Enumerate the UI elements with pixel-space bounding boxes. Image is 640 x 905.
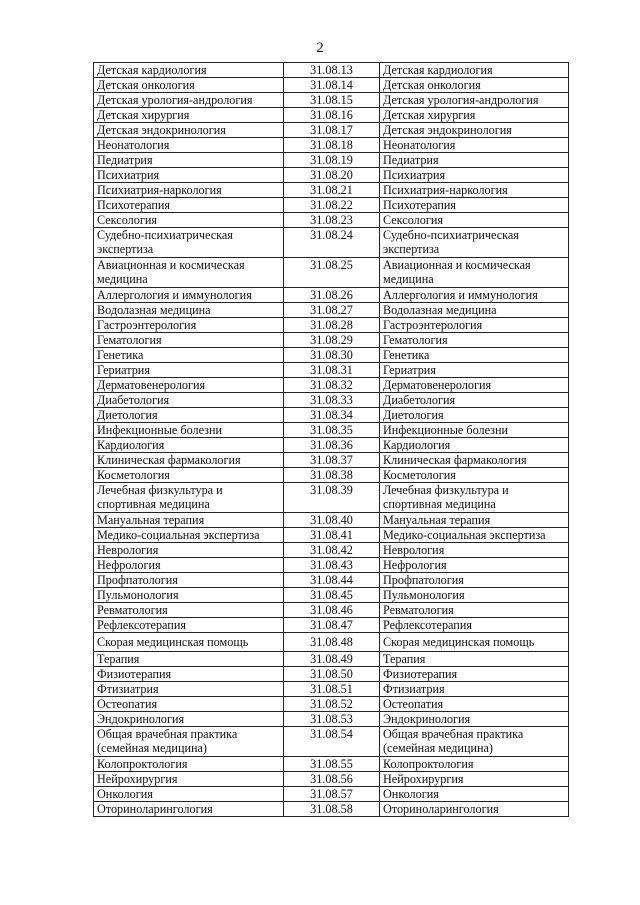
specialty-code-cell: 31.08.45 bbox=[284, 588, 380, 603]
specialty-name-cell: Гематология bbox=[94, 333, 284, 348]
specialty-name-cell: Детская онкология bbox=[94, 78, 284, 93]
specialty-code-cell: 31.08.38 bbox=[284, 468, 380, 483]
specialty-name-right-cell: Мануальная терапия bbox=[380, 513, 569, 528]
specialty-code-cell: 31.08.16 bbox=[284, 108, 380, 123]
specialty-name-cell: Пульмонология bbox=[94, 588, 284, 603]
specialty-name-cell: Терапия bbox=[94, 652, 284, 667]
specialty-code-cell: 31.08.14 bbox=[284, 78, 380, 93]
table-row bbox=[94, 667, 569, 682]
specialty-name-right-cell: Аллергология и иммунология bbox=[380, 288, 569, 303]
table-row bbox=[94, 787, 569, 802]
table-row bbox=[94, 378, 569, 393]
specialty-name-right-cell: Онкология bbox=[380, 787, 569, 802]
specialty-code-cell: 31.08.28 bbox=[284, 318, 380, 333]
specialty-code-cell: 31.08.15 bbox=[284, 93, 380, 108]
specialty-name-right-cell: Психотерапия bbox=[380, 198, 569, 213]
specialty-name-right-cell: Неонатология bbox=[380, 138, 569, 153]
specialty-name-right-cell: Пульмонология bbox=[380, 588, 569, 603]
specialty-code-cell: 31.08.56 bbox=[284, 772, 380, 787]
specialty-name-right-cell: Детская урология-андрология bbox=[380, 93, 569, 108]
specialty-name-cell: Клиническая фармакология bbox=[94, 453, 284, 468]
specialty-code-cell: 31.08.23 bbox=[284, 213, 380, 228]
table-row bbox=[94, 727, 569, 757]
table-row bbox=[94, 138, 569, 153]
specialty-code-cell: 31.08.32 bbox=[284, 378, 380, 393]
specialty-name-cell: Водолазная медицина bbox=[94, 303, 284, 318]
specialty-name-cell: Аллергология и иммунология bbox=[94, 288, 284, 303]
specialty-code-cell: 31.08.36 bbox=[284, 438, 380, 453]
table-row bbox=[94, 528, 569, 543]
page-number: 2 bbox=[316, 40, 324, 56]
specialty-name-right-cell: Психиатрия bbox=[380, 168, 569, 183]
specialty-code-cell: 31.08.31 bbox=[284, 363, 380, 378]
table-row bbox=[94, 393, 569, 408]
specialty-code-cell: 31.08.52 bbox=[284, 697, 380, 712]
table-row bbox=[94, 288, 569, 303]
specialty-code-cell: 31.08.51 bbox=[284, 682, 380, 697]
specialty-name-right-cell: Детская онкология bbox=[380, 78, 569, 93]
table-row bbox=[94, 543, 569, 558]
specialty-code-cell: 31.08.34 bbox=[284, 408, 380, 423]
specialty-name-cell: Ревматология bbox=[94, 603, 284, 618]
specialty-name-cell: Оториноларингология bbox=[94, 802, 284, 817]
specialty-code-cell: 31.08.17 bbox=[284, 123, 380, 138]
specialty-code-cell: 31.08.27 bbox=[284, 303, 380, 318]
specialty-name-right-cell: Инфекционные болезни bbox=[380, 423, 569, 438]
specialty-name-cell: Гастроэнтерология bbox=[94, 318, 284, 333]
specialty-name-cell: Остеопатия bbox=[94, 697, 284, 712]
specialty-name-right-cell: Терапия bbox=[380, 652, 569, 667]
table-row bbox=[94, 697, 569, 712]
table-row bbox=[94, 108, 569, 123]
specialty-name-cell: Психиатрия-наркология bbox=[94, 183, 284, 198]
table-row bbox=[94, 198, 569, 213]
specialty-name-right-cell: Физиотерапия bbox=[380, 667, 569, 682]
specialty-name-right-cell: Детская хирургия bbox=[380, 108, 569, 123]
table-row bbox=[94, 123, 569, 138]
specialty-code-cell: 31.08.22 bbox=[284, 198, 380, 213]
specialty-name-right-cell: Фтизиатрия bbox=[380, 682, 569, 697]
specialty-name-right-cell: Педиатрия bbox=[380, 153, 569, 168]
table-row bbox=[94, 78, 569, 93]
table-row bbox=[94, 483, 569, 513]
specialty-name-right-cell: Кардиология bbox=[380, 438, 569, 453]
specialty-name-right-cell: Косметология bbox=[380, 468, 569, 483]
specialty-name-right-cell: Неврология bbox=[380, 543, 569, 558]
specialty-name-right-cell: Колопроктология bbox=[380, 757, 569, 772]
table-row bbox=[94, 802, 569, 817]
specialty-code-cell: 31.08.54 bbox=[284, 727, 380, 757]
table-row bbox=[94, 168, 569, 183]
table-row bbox=[94, 318, 569, 333]
specialty-name-cell: Авиационная и космическая медицина bbox=[94, 258, 284, 288]
specialty-name-cell: Онкология bbox=[94, 787, 284, 802]
specialty-name-right-cell: Гериатрия bbox=[380, 363, 569, 378]
table-row bbox=[94, 408, 569, 423]
specialty-name-right-cell: Медико-социальная экспертиза bbox=[380, 528, 569, 543]
table-row bbox=[94, 213, 569, 228]
specialty-name-cell: Скорая медицинская помощь bbox=[94, 633, 284, 652]
specialty-name-right-cell: Скорая медицинская помощь bbox=[380, 633, 569, 652]
specialty-code-cell: 31.08.30 bbox=[284, 348, 380, 363]
specialty-code-cell: 31.08.25 bbox=[284, 258, 380, 288]
table-row bbox=[94, 153, 569, 168]
table-row bbox=[94, 682, 569, 697]
specialty-name-cell: Диетология bbox=[94, 408, 284, 423]
specialty-name-right-cell: Рефлексотерапия bbox=[380, 618, 569, 633]
specialty-name-cell: Дерматовенерология bbox=[94, 378, 284, 393]
specialty-name-right-cell: Генетика bbox=[380, 348, 569, 363]
specialty-name-right-cell: Клиническая фармакология bbox=[380, 453, 569, 468]
specialty-name-cell: Мануальная терапия bbox=[94, 513, 284, 528]
table-row bbox=[94, 228, 569, 258]
table-row bbox=[94, 618, 569, 633]
specialty-name-cell: Нейрохирургия bbox=[94, 772, 284, 787]
specialty-name-cell: Педиатрия bbox=[94, 153, 284, 168]
specialty-name-right-cell: Общая врачебная практика (семейная медицина) bbox=[380, 727, 569, 757]
table-row bbox=[94, 333, 569, 348]
table-row bbox=[94, 603, 569, 618]
specialty-name-right-cell: Детская эндокринология bbox=[380, 123, 569, 138]
specialty-code-cell: 31.08.44 bbox=[284, 573, 380, 588]
specialty-code-cell: 31.08.19 bbox=[284, 153, 380, 168]
specialty-name-cell: Детская урология-андрология bbox=[94, 93, 284, 108]
specialty-name-cell: Кардиология bbox=[94, 438, 284, 453]
specialty-name-cell: Нефрология bbox=[94, 558, 284, 573]
specialty-name-right-cell: Диетология bbox=[380, 408, 569, 423]
table-row bbox=[94, 652, 569, 667]
specialty-code-cell: 31.08.42 bbox=[284, 543, 380, 558]
specialty-name-cell: Детская эндокринология bbox=[94, 123, 284, 138]
table-row bbox=[94, 633, 569, 652]
specialty-code-cell: 31.08.40 bbox=[284, 513, 380, 528]
specialty-name-cell: Колопроктология bbox=[94, 757, 284, 772]
table-row bbox=[94, 348, 569, 363]
table-row bbox=[94, 573, 569, 588]
specialty-name-right-cell: Диабетология bbox=[380, 393, 569, 408]
specialty-name-cell: Эндокринология bbox=[94, 712, 284, 727]
specialty-name-cell: Неонатология bbox=[94, 138, 284, 153]
specialty-code-cell: 31.08.24 bbox=[284, 228, 380, 258]
specialty-name-right-cell: Сексология bbox=[380, 213, 569, 228]
table-row bbox=[94, 772, 569, 787]
specialty-code-cell: 31.08.55 bbox=[284, 757, 380, 772]
specialty-name-cell: Фтизиатрия bbox=[94, 682, 284, 697]
table-row bbox=[94, 363, 569, 378]
specialty-code-cell: 31.08.37 bbox=[284, 453, 380, 468]
table-row bbox=[94, 438, 569, 453]
specialty-name-right-cell: Профпатология bbox=[380, 573, 569, 588]
specialty-name-right-cell: Авиационная и космическая медицина bbox=[380, 258, 569, 288]
specialty-name-cell: Рефлексотерапия bbox=[94, 618, 284, 633]
specialty-name-right-cell: Судебно-психиатрическая экспертиза bbox=[380, 228, 569, 258]
table-row bbox=[94, 588, 569, 603]
specialty-name-right-cell: Остеопатия bbox=[380, 697, 569, 712]
specialty-name-cell: Психиатрия bbox=[94, 168, 284, 183]
table-row bbox=[94, 183, 569, 198]
table-row bbox=[94, 63, 569, 78]
specialty-name-right-cell: Лечебная физкультура и спортивная медицина bbox=[380, 483, 569, 513]
table-row bbox=[94, 712, 569, 727]
specialty-code-cell: 31.08.49 bbox=[284, 652, 380, 667]
table-row bbox=[94, 453, 569, 468]
specialty-code-cell: 31.08.48 bbox=[284, 633, 380, 652]
specialty-code-cell: 31.08.21 bbox=[284, 183, 380, 198]
specialty-name-right-cell: Гастроэнтерология bbox=[380, 318, 569, 333]
table-row bbox=[94, 468, 569, 483]
specialty-name-right-cell: Оториноларингология bbox=[380, 802, 569, 817]
specialty-name-cell: Неврология bbox=[94, 543, 284, 558]
table-row bbox=[94, 558, 569, 573]
specialty-code-cell: 31.08.53 bbox=[284, 712, 380, 727]
specialty-name-right-cell: Нейрохирургия bbox=[380, 772, 569, 787]
specialty-code-cell: 31.08.26 bbox=[284, 288, 380, 303]
table-row bbox=[94, 757, 569, 772]
specialty-name-right-cell: Гематология bbox=[380, 333, 569, 348]
specialty-name-right-cell: Психиатрия-наркология bbox=[380, 183, 569, 198]
specialty-name-cell: Инфекционные болезни bbox=[94, 423, 284, 438]
table-row bbox=[94, 513, 569, 528]
table-row bbox=[94, 258, 569, 288]
specialty-code-cell: 31.08.41 bbox=[284, 528, 380, 543]
specialty-name-cell: Генетика bbox=[94, 348, 284, 363]
specialty-name-right-cell: Дерматовенерология bbox=[380, 378, 569, 393]
specialty-code-cell: 31.08.43 bbox=[284, 558, 380, 573]
specialty-code-cell: 31.08.50 bbox=[284, 667, 380, 682]
specialty-name-cell: Медико-социальная экспертиза bbox=[94, 528, 284, 543]
specialty-name-right-cell: Нефрология bbox=[380, 558, 569, 573]
specialty-name-right-cell: Водолазная медицина bbox=[380, 303, 569, 318]
specialty-name-cell: Общая врачебная практика (семейная медицина) bbox=[94, 727, 284, 757]
specialty-code-cell: 31.08.18 bbox=[284, 138, 380, 153]
specialty-name-cell: Гериатрия bbox=[94, 363, 284, 378]
specialty-name-cell: Детская хирургия bbox=[94, 108, 284, 123]
specialty-name-cell: Косметология bbox=[94, 468, 284, 483]
table-row bbox=[94, 303, 569, 318]
specialty-name-cell: Судебно-психиатрическая экспертиза bbox=[94, 228, 284, 258]
specialty-code-cell: 31.08.57 bbox=[284, 787, 380, 802]
specialty-name-cell: Диабетология bbox=[94, 393, 284, 408]
specialty-code-cell: 31.08.46 bbox=[284, 603, 380, 618]
specialty-code-cell: 31.08.33 bbox=[284, 393, 380, 408]
specialty-name-right-cell: Ревматология bbox=[380, 603, 569, 618]
specialty-name-right-cell: Эндокринология bbox=[380, 712, 569, 727]
specialty-name-cell: Психотерапия bbox=[94, 198, 284, 213]
specialty-code-cell: 31.08.29 bbox=[284, 333, 380, 348]
specialty-name-right-cell: Детская кардиология bbox=[380, 63, 569, 78]
table-row bbox=[94, 423, 569, 438]
specialty-code-cell: 31.08.39 bbox=[284, 483, 380, 513]
specialty-name-cell: Лечебная физкультура и спортивная медицина bbox=[94, 483, 284, 513]
specialty-name-cell: Профпатология bbox=[94, 573, 284, 588]
specialty-code-cell: 31.08.58 bbox=[284, 802, 380, 817]
specialties-table bbox=[93, 62, 569, 817]
specialty-code-cell: 31.08.47 bbox=[284, 618, 380, 633]
specialty-code-cell: 31.08.35 bbox=[284, 423, 380, 438]
specialty-code-cell: 31.08.13 bbox=[284, 63, 380, 78]
specialties-table-body bbox=[94, 63, 569, 817]
specialty-code-cell: 31.08.20 bbox=[284, 168, 380, 183]
specialty-name-cell: Физиотерапия bbox=[94, 667, 284, 682]
specialty-name-cell: Детская кардиология bbox=[94, 63, 284, 78]
table-row bbox=[94, 93, 569, 108]
specialty-name-cell: Сексология bbox=[94, 213, 284, 228]
